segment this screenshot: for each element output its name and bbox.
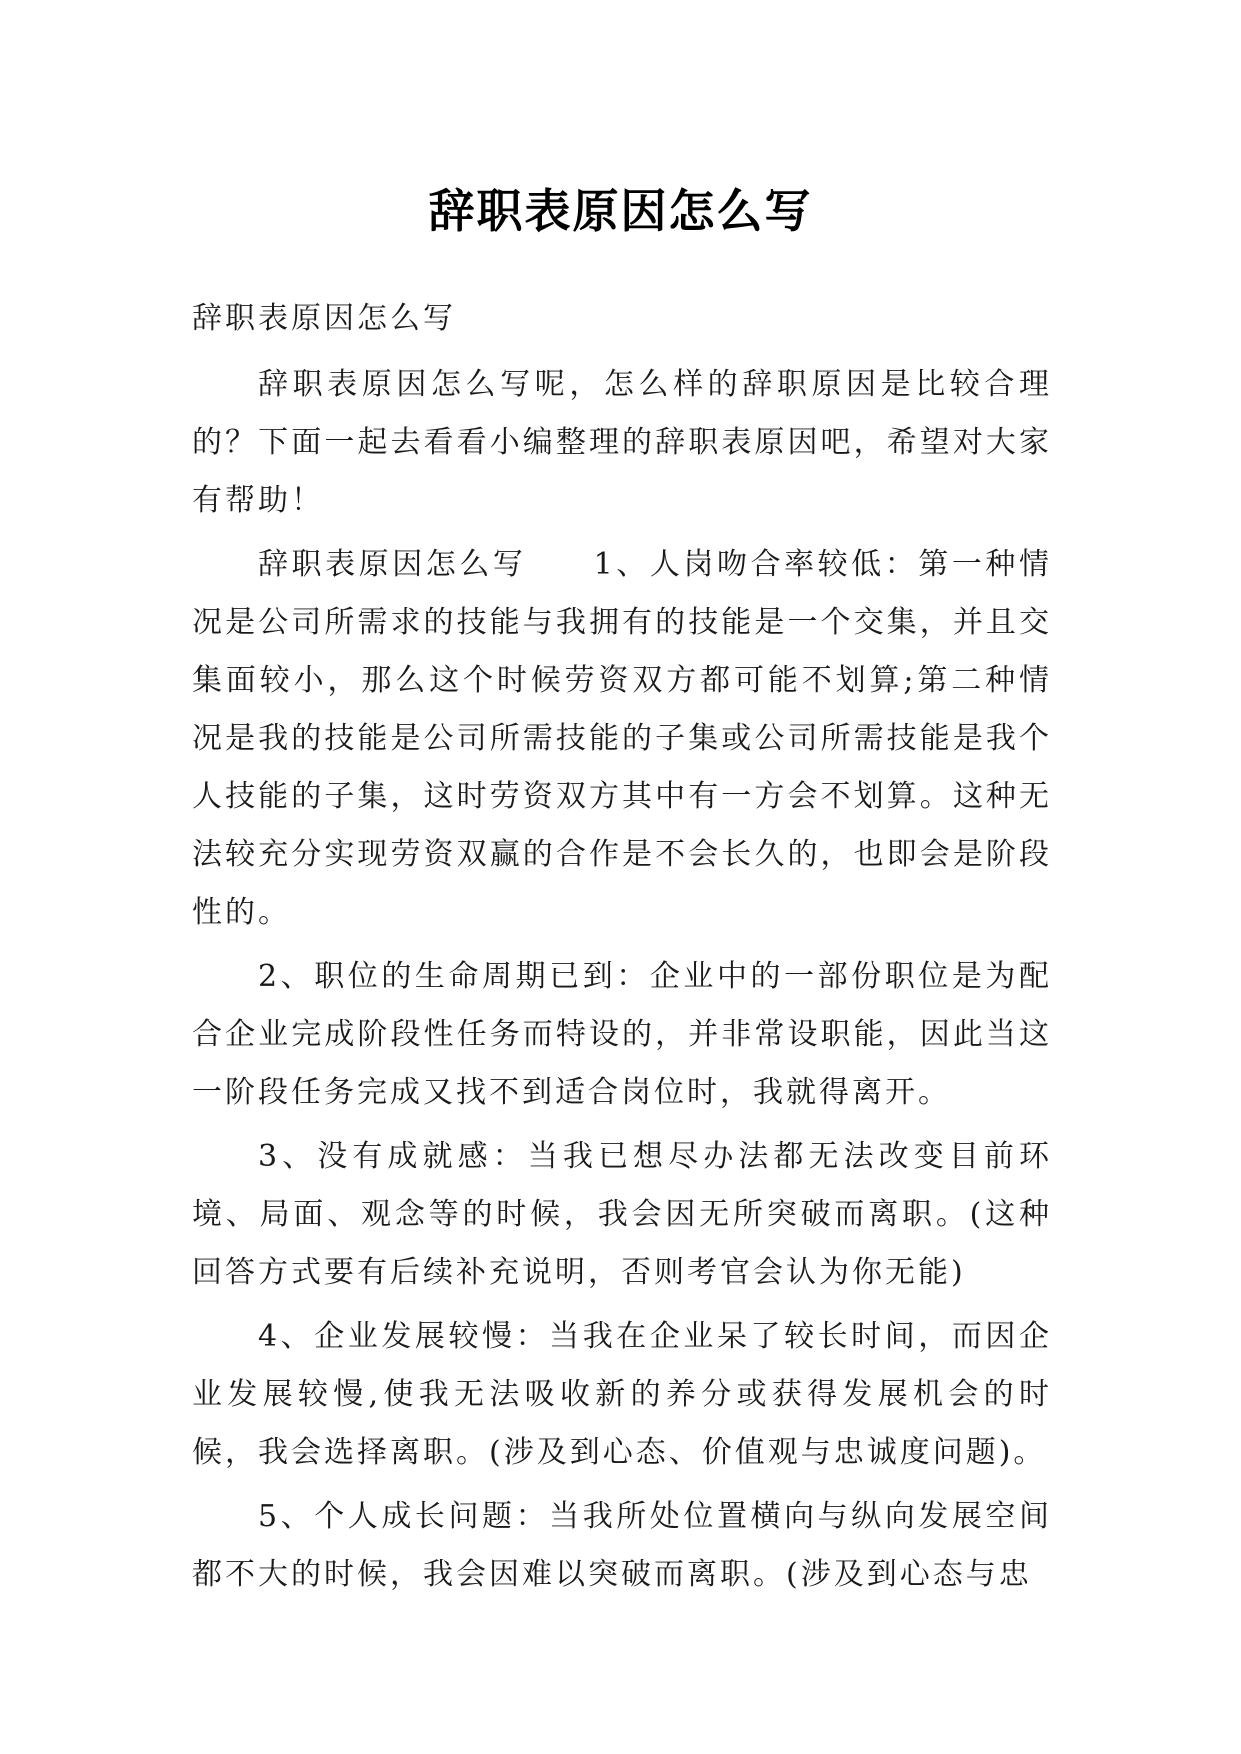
paragraph-reason-1: 辞职表原因怎么写 1、人岗吻合率较低：第一种情况是公司所需求的技能与我拥有的技能是一个交集，并且交集面较小，那么这个时候劳资双方都可能不划算;第二种情况是我的技能是公司所需技能的子集或公司所需技能是我个人技能的子集，这时劳资双方其中有一方会不划算。这种无法较充分实现劳资双赢的合作是不会长久的，也即会是阶段性的。 (192, 547, 1052, 930)
paragraph-reason-4: 4、企业发展较慢：当我在企业呆了较长时间，而因企业发展较慢,使我无法吸收新的养分或获得发展机会的时候，我会选择离职。(涉及到心态、价值观与忠诚度问题)。 (192, 1319, 1052, 1470)
document-body (192, 290, 1052, 1604)
document-subheading: 辞职表原因怎么写 (192, 301, 456, 336)
document-title: 辞职表原因怎么写 (428, 183, 813, 238)
paragraph-intro: 辞职表原因怎么写呢，怎么样的辞职原因是比较合理的？下面一起去看看小编整理的辞职表原因吧，希望对大家有帮助！ (192, 367, 1052, 518)
paragraph-reason-5: 5、个人成长问题：当我所处位置横向与纵向发展空间都不大的时候，我会因难以突破而离职。(涉及到心态与忠 (192, 1499, 1052, 1592)
paragraph-reason-2: 2、职位的生命周期已到：企业中的一部份职位是为配合企业完成阶段性任务而特设的，并非常设职能，因此当这一阶段任务完成又找不到适合岗位时，我就得离开。 (192, 959, 1052, 1110)
paragraph-reason-3: 3、没有成就感：当我已想尽办法都无法改变目前环境、局面、观念等的时候，我会因无所突破而离职。(这种回答方式要有后续补充说明，否则考官会认为你无能) (192, 1139, 1052, 1290)
